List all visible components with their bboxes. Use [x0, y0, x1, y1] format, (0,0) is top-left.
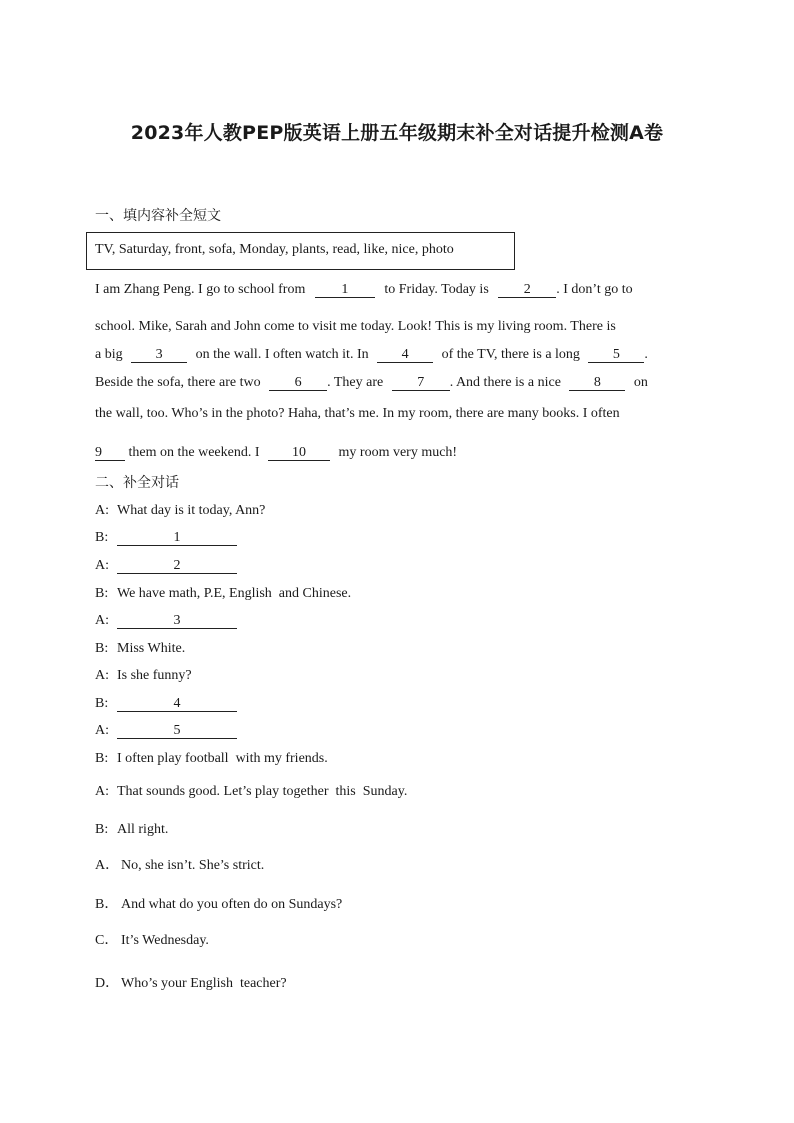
dialogue-line: [95, 696, 237, 712]
passage-text: on: [633, 375, 648, 390]
dialogue-line: [95, 586, 351, 602]
dialogue-line: [95, 784, 407, 800]
blank-10[interactable]: 10: [268, 445, 330, 461]
dialogue-line: [95, 668, 192, 684]
passage-text: I am Zhang Peng. I go to school from: [95, 282, 306, 297]
passage-text: of the TV, there is a long: [441, 347, 580, 362]
passage-text: a big: [95, 347, 123, 362]
passage-line-1: [95, 282, 699, 298]
speaker-label: B:: [95, 822, 109, 837]
speaker-label: A:: [95, 668, 109, 683]
speaker-label: A:: [95, 558, 109, 573]
dialogue-line: [95, 503, 265, 519]
passage-text: . They are: [327, 375, 384, 390]
dialogue-blank-2[interactable]: 2: [117, 558, 237, 574]
passage-line-4: [95, 375, 699, 391]
speaker-label: A:: [95, 503, 109, 518]
passage-text: Beside the sofa, there are two: [95, 375, 261, 390]
dialogue-line: [95, 613, 237, 629]
blank-4[interactable]: 4: [377, 347, 433, 363]
dialogue-line: [95, 558, 237, 574]
speaker-label: B:: [95, 641, 109, 656]
option-letter: C．: [95, 933, 119, 948]
blank-2[interactable]: 2: [498, 282, 556, 298]
option-letter: B．: [95, 897, 119, 912]
blank-5[interactable]: 5: [588, 347, 644, 363]
passage-line-3: [95, 347, 699, 363]
option-a: [95, 854, 264, 874]
dialogue-blank-1[interactable]: 1: [117, 530, 237, 546]
passage-text: on the wall. I often watch it. In: [195, 347, 369, 362]
dialogue-line: [95, 723, 237, 739]
blank-6[interactable]: 6: [269, 375, 327, 391]
dialogue-blank-3[interactable]: 3: [117, 613, 237, 629]
blank-9[interactable]: 9: [95, 445, 125, 461]
passage-text: to Friday. Today is: [384, 282, 489, 297]
speaker-label: B:: [95, 530, 109, 545]
option-b: [95, 893, 342, 913]
dialogue-line: [95, 751, 328, 767]
option-text: It’s Wednesday.: [121, 933, 209, 948]
speaker-label: B:: [95, 696, 109, 711]
section-2-heading: 二、补全对话: [95, 475, 179, 491]
passage-text: .: [644, 347, 648, 362]
option-text: And what do you often do on Sundays?: [121, 897, 343, 912]
speaker-label: A:: [95, 784, 109, 799]
passage-text: . And there is a nice: [449, 375, 561, 390]
option-text: Who’s your English teacher?: [121, 976, 287, 991]
blank-8[interactable]: 8: [569, 375, 625, 391]
passage-text: my room very much!: [338, 445, 458, 460]
option-text: No, she isn’t. She’s strict.: [121, 858, 265, 873]
blank-7[interactable]: 7: [392, 375, 450, 391]
passage-line-5: the wall, too. Who’s in the photo? Haha, that’s me. In my room, there are many books. I often: [95, 406, 620, 421]
option-d: [95, 972, 287, 992]
passage-line-6: [95, 445, 699, 461]
dialogue-line: [95, 641, 185, 657]
dialogue-text: That sounds good. Let’s play together this Sunday.: [117, 784, 408, 799]
passage-line-2: school. Mike, Sarah and John come to visit me today. Look! This is my living room. There is: [95, 319, 616, 334]
speaker-label: B:: [95, 586, 109, 601]
document-title: 2023年人教PEP版英语上册五年级期末补全对话提升检测A卷: [130, 122, 664, 144]
dialogue-text: Is she funny?: [117, 668, 192, 683]
speaker-label: B:: [95, 751, 109, 766]
option-letter: D．: [95, 976, 120, 991]
section-1-heading: 一、填内容补全短文: [95, 208, 221, 224]
dialogue-text: Miss White.: [117, 641, 186, 656]
dialogue-blank-5[interactable]: 5: [117, 723, 237, 739]
dialogue-text: What day is it today, Ann?: [117, 503, 266, 518]
dialogue-line: [95, 530, 237, 546]
option-letter: A．: [95, 858, 120, 873]
dialogue-line: [95, 822, 168, 838]
dialogue-text: All right.: [117, 822, 169, 837]
dialogue-text: We have math, P.E, English and Chinese.: [117, 586, 352, 601]
dialogue-text: I often play football with my friends.: [117, 751, 328, 766]
word-bank-box: [86, 232, 515, 270]
speaker-label: A:: [95, 613, 109, 628]
blank-1[interactable]: 1: [315, 282, 375, 298]
passage-text: them on the weekend. I: [128, 445, 260, 460]
passage-text: . I don’t go to: [556, 282, 633, 297]
option-c: [95, 929, 209, 949]
blank-3[interactable]: 3: [131, 347, 187, 363]
speaker-label: A:: [95, 723, 109, 738]
dialogue-blank-4[interactable]: 4: [117, 696, 237, 712]
word-bank-text: TV, Saturday, front, sofa, Monday, plants, read, like, nice, photo: [95, 242, 454, 257]
